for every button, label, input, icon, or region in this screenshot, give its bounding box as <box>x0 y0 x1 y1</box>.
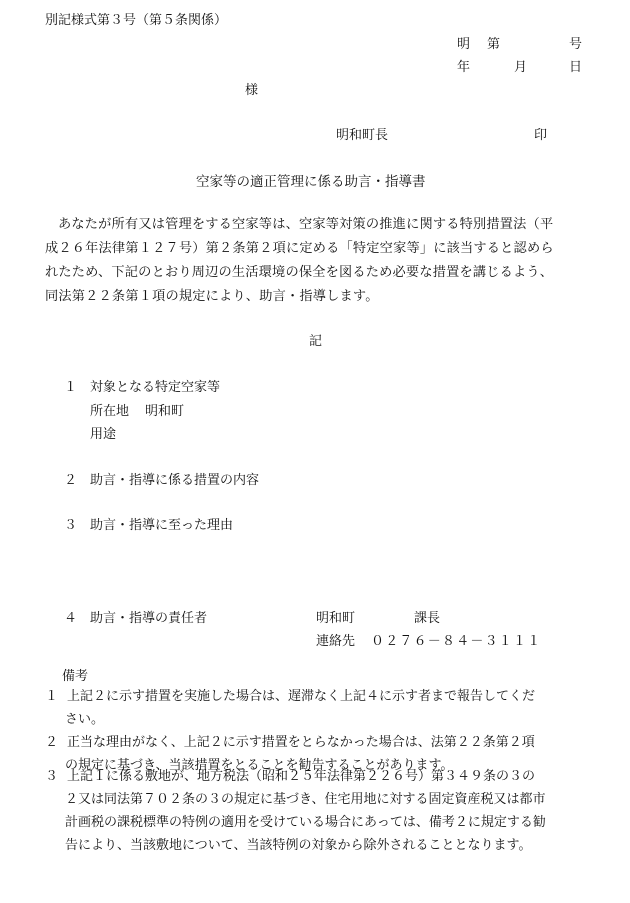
item-2-label: 助言・指導に係る措置の内容 <box>90 473 260 488</box>
body-line: 同法第２２条第１項の規定により、助言・指導します。 <box>45 289 379 304</box>
note-line: 計画税の課税標準の特例の適用を受けている場合にあっては、備考２に規定する勧 <box>65 815 546 830</box>
note-3-text <box>65 765 590 857</box>
date-month: 月 <box>514 60 528 75</box>
item-4-number: ４ <box>64 611 78 626</box>
item-3-label: 助言・指導に至った理由 <box>90 518 234 533</box>
note-line: さい。 <box>65 712 105 727</box>
seal-mark: 印 <box>534 128 548 143</box>
note-1-text <box>65 685 590 731</box>
note-line: 正当な理由がなく、上記２に示す措置をとらなかった場合は、法第２２条第２項 <box>67 735 535 750</box>
item-2-number: ２ <box>64 473 78 488</box>
note-3-number: ３ <box>45 769 59 784</box>
note-line: 上記１に係る敷地が、地方税法（昭和２５年法律第２２６号）第３４９条の３の <box>67 769 536 784</box>
date-year: 年 <box>457 60 471 75</box>
contact-phone: ０２７６－８４－３１１１ <box>371 634 542 649</box>
contact-label: 連絡先 <box>316 634 356 649</box>
form-label: 別記様式第３号（第５条関係） <box>45 13 228 28</box>
body-line: れたため、下記のとおり周辺の生活環境の保全を図るため必要な措置を講じるよう、 <box>45 265 554 280</box>
document-title: 空家等の適正管理に係る助言・指導書 <box>196 174 426 190</box>
date-day: 日 <box>569 60 583 75</box>
item-1-label: 対象となる特定空家等 <box>90 380 221 395</box>
note-2-number: ２ <box>45 735 59 750</box>
body-paragraph <box>45 213 585 309</box>
notes-heading: 備考 <box>62 669 89 684</box>
doc-number-dai: 第 <box>487 37 501 52</box>
item-3-number: ３ <box>64 518 78 533</box>
body-line: 成２６年法律第１２７号）第２条第２項に定める「特定空家等」に該当すると認めら <box>45 241 554 256</box>
ki-heading: 記 <box>309 334 323 349</box>
item-1-number: １ <box>64 380 78 395</box>
doc-number-prefix: 明 <box>457 37 471 52</box>
item-1-usage-label: 用途 <box>90 427 117 442</box>
item-1-location-value: 明和町 <box>145 404 185 419</box>
note-line: 告により、当該敷地について、当該特例の対象から除外されることとなります。 <box>65 838 532 853</box>
sender-title: 明和町長 <box>336 128 389 143</box>
note-line: の規定に基づき、当該措置をとることを勧告することがあります。 <box>65 758 454 773</box>
note-1-number: １ <box>45 689 59 704</box>
doc-number-go: 号 <box>569 37 583 52</box>
item-4-section: 課長 <box>414 611 441 626</box>
note-line: 上記２に示す措置を実施した場合は、遅滞なく上記４に示す者まで報告してくだ <box>67 689 536 704</box>
body-line: あなたが所有又は管理をする空家等は、空家等対策の推進に関する特別措置法（平 <box>58 217 554 232</box>
item-4-label: 助言・指導の責任者 <box>90 611 208 626</box>
note-line: ２又は同法第７０２条の３の規定に基づき、住宅用地に対する固定資産税又は都市 <box>65 792 546 807</box>
item-1-location-label: 所在地 <box>90 404 130 419</box>
item-4-org: 明和町 <box>316 611 356 626</box>
addressee-sama: 様 <box>245 83 259 98</box>
